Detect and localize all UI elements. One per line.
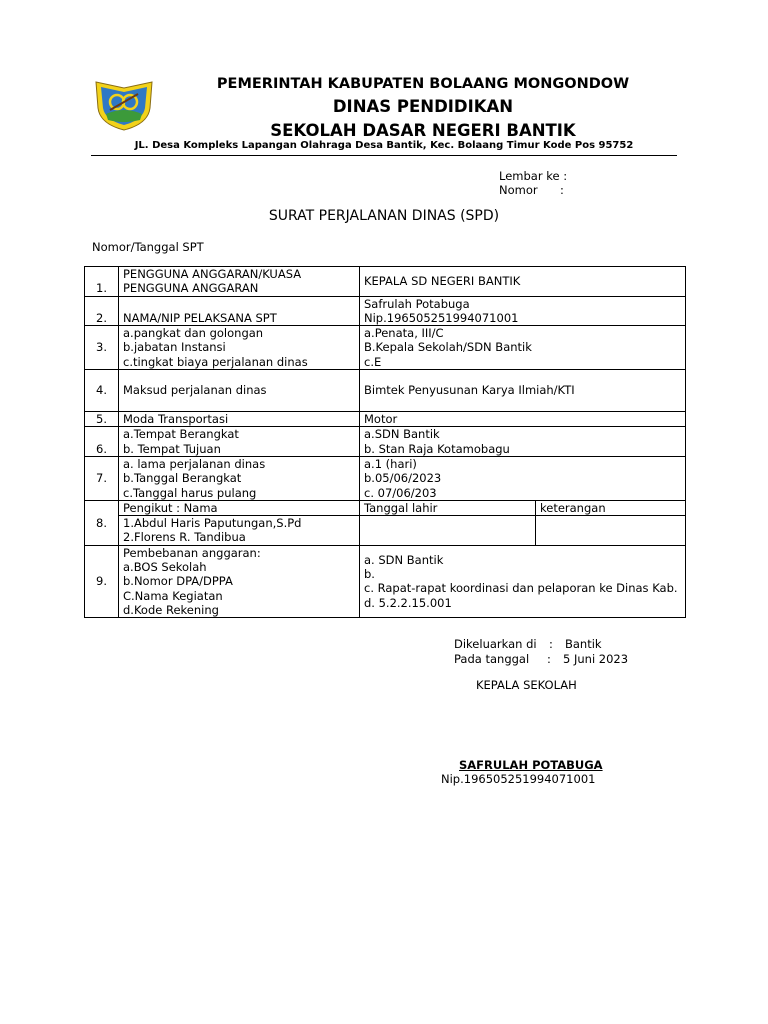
row-label-line: a.BOS Sekolah	[123, 560, 207, 575]
table-row	[85, 267, 686, 297]
row-value-line: Bimtek Penyusunan Karya Ilmiah/KTI	[364, 383, 575, 398]
table-row	[85, 412, 686, 427]
row-value	[360, 296, 686, 326]
table-row	[85, 326, 686, 370]
row-value-line: Safrulah Potabuga	[364, 296, 470, 311]
row-label-line: Moda Transportasi	[123, 412, 229, 427]
remarks-header: keterangan	[536, 500, 686, 515]
spt-number-label: Nomor/Tanggal SPT	[92, 240, 204, 254]
row-number: 5.	[85, 412, 119, 427]
row-value	[360, 326, 686, 370]
follower-name: 1.Abdul Haris Paputungan,S.Pd	[123, 516, 302, 531]
row-label-line: d.Kode Rekening	[123, 602, 219, 617]
table-row	[85, 516, 686, 546]
row-value-line: KEPALA SD NEGERI BANTIK	[364, 274, 521, 289]
row-number: 2.	[85, 296, 119, 326]
row-label	[119, 326, 360, 370]
row-value	[360, 427, 686, 457]
row-label-line: NAMA/NIP PELAKSANA SPT	[123, 310, 277, 325]
row-value-line: c. Rapat-rapat koordinasi dan pelaporan ke Dinas Kab.	[364, 581, 678, 596]
row-label-line: c.tingkat biaya perjalanan dinas	[123, 354, 308, 369]
row-value	[360, 545, 686, 617]
row-number: 4.	[85, 370, 119, 412]
row-label-line: c.Tanggal harus pulang	[123, 485, 257, 500]
row-value-line: Motor	[364, 412, 398, 427]
row-number: 3.	[85, 326, 119, 370]
signer-position: KEPALA SEKOLAH	[476, 678, 577, 692]
row-value-line: B.Kepala Sekolah/SDN Bantik	[364, 340, 532, 355]
follower-name: 2.Florens R. Tandibua	[123, 530, 246, 545]
follower-remarks	[536, 516, 686, 546]
row-label-line: a.Tempat Berangkat	[123, 427, 239, 442]
signer-nip: Nip.196505251994071001	[441, 772, 596, 786]
row-label	[119, 267, 360, 297]
row-label-line: b. Tempat Tujuan	[123, 441, 221, 456]
row-label	[119, 456, 360, 500]
school-address: JL. Desa Kompleks Lapangan Olahraga Desa Bantik, Kec. Bolaang Timur Kode Pos 95752	[134, 140, 634, 151]
row-label-line: Pembebanan anggaran:	[123, 545, 261, 560]
government-heading: PEMERINTAH KABUPATEN BOLAANG MONGONDOW	[216, 76, 630, 92]
row-value	[360, 267, 686, 297]
nomor-colon: :	[560, 183, 564, 197]
row-number: 1.	[85, 267, 119, 297]
department-heading: DINAS PENDIDIKAN	[332, 97, 514, 116]
document-title: SURAT PERJALANAN DINAS (SPD)	[268, 208, 500, 224]
table-row	[85, 500, 686, 515]
row-value-line: d. 5.2.2.15.001	[364, 595, 452, 610]
row-value-line: c.E	[364, 354, 382, 369]
table-row	[85, 456, 686, 500]
row-label-line: b.Tanggal Berangkat	[123, 471, 242, 486]
issue-date-label: Pada tanggal	[454, 652, 530, 666]
row-label-line: C.Nama Kegiatan	[123, 588, 223, 603]
row-number: 6.	[85, 427, 119, 457]
row-value	[360, 370, 686, 412]
follower-header: Pengikut : Nama	[119, 500, 360, 515]
row-value-line: b.05/06/2023	[364, 471, 442, 486]
row-value	[360, 412, 686, 427]
issued-at-label: Dikeluarkan di	[454, 637, 537, 651]
row-label-line: PENGGUNA ANGGARAN	[123, 281, 259, 296]
row-value-line: a. SDN Bantik	[364, 552, 444, 567]
row-value-line: b. Stan Raja Kotamobagu	[364, 441, 510, 456]
row-label	[119, 427, 360, 457]
row-label	[119, 412, 360, 427]
row-label	[119, 296, 360, 326]
lembar-label: Lembar ke :	[499, 169, 568, 183]
row-label-line: b.Nomor DPA/DPPA	[123, 574, 233, 589]
row-value-line: Nip.196505251994071001	[364, 310, 519, 325]
issue-date-value: 5 Juni 2023	[563, 652, 629, 666]
row-value-line: c. 07/06/203	[364, 485, 437, 500]
row-number: 7.	[85, 456, 119, 500]
header-divider	[91, 155, 677, 156]
issued-at-colon: :	[549, 637, 553, 651]
row-label-line: a. lama perjalanan dinas	[123, 456, 266, 471]
row-value-line: a.SDN Bantik	[364, 427, 440, 442]
row-label-line: a.pangkat dan golongan	[123, 326, 264, 341]
row-label-line: PENGGUNA ANGGARAN/KUASA	[123, 267, 302, 281]
spd-table	[84, 266, 686, 618]
follower-names	[119, 516, 360, 546]
follower-birthdate	[360, 516, 536, 546]
signer-name: SAFRULAH POTABUGA	[459, 758, 603, 772]
table-row	[85, 545, 686, 617]
issued-at-value: Bantik	[565, 637, 602, 651]
row-label	[119, 370, 360, 412]
school-heading: SEKOLAH DASAR NEGERI BANTIK	[270, 121, 576, 140]
birthdate-header: Tanggal lahir	[360, 500, 536, 515]
table-row	[85, 370, 686, 412]
row-number: 8.	[85, 500, 119, 545]
row-value-line: b.	[364, 567, 375, 582]
row-value-line: a.Penata, III/C	[364, 326, 444, 341]
table-row	[85, 296, 686, 326]
row-number: 9.	[85, 545, 119, 617]
row-label-line: b.jabatan Instansi	[123, 340, 226, 355]
row-label	[119, 545, 360, 617]
row-value-line: a.1 (hari)	[364, 456, 417, 471]
row-value	[360, 456, 686, 500]
row-label-line: Maksud perjalanan dinas	[123, 383, 267, 398]
nomor-label: Nomor	[499, 183, 538, 197]
table-row	[85, 427, 686, 457]
issue-date-colon: :	[547, 652, 551, 666]
